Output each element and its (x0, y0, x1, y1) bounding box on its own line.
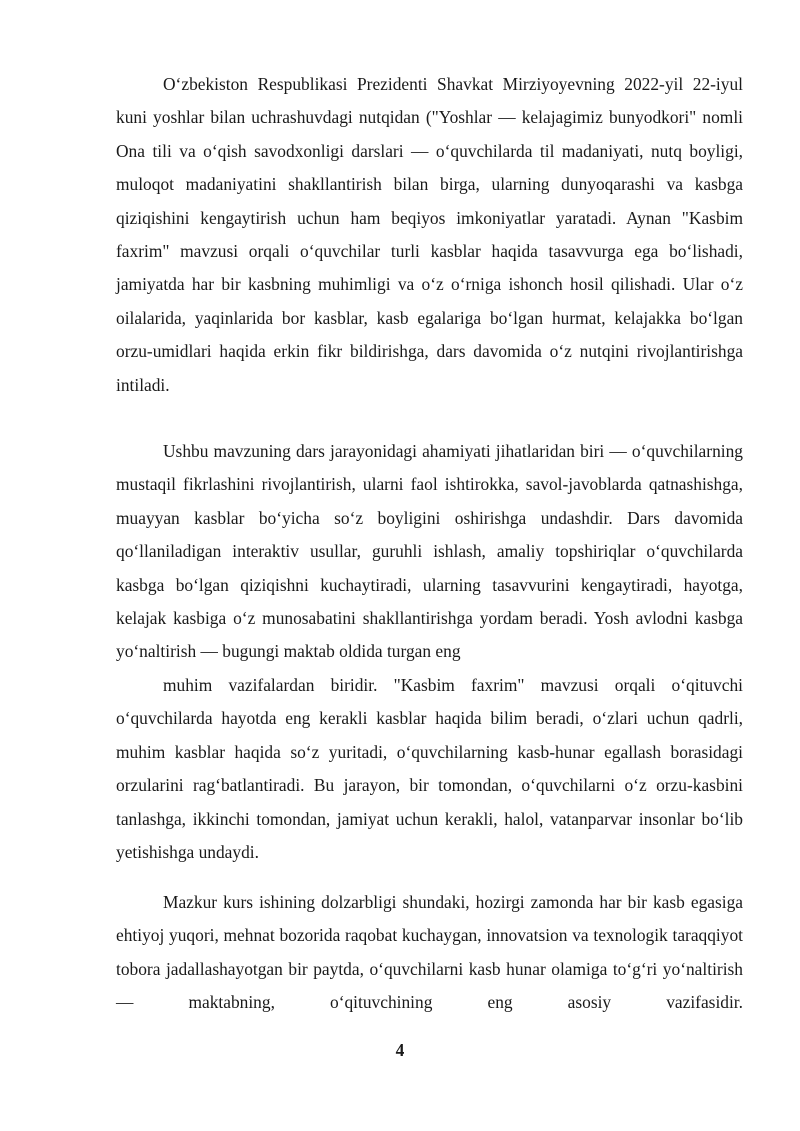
paragraph-2: Ushbu mavzuning dars jarayonidagi ahamiyati jihatlaridan biri — o‘quvchilarning mustaqil fikrlashini rivojlantirish, ularni faol ishtirokka, savol-javoblarda qatnashishga, muayyan kasblar bo‘yicha so‘z boyligini oshirishga undashdir. Dars davomida qo‘llaniladigan interaktiv usullar, guruhli ishlash, amaliy topshiriqlar o‘quvchilarda kasbga bo‘lgan qiziqishni kuchaytiradi, ularning tasavvurini kengaytiradi, hayotga, kelajak kasbiga o‘z munosabatini shakllantirishga yordam beradi. Yosh avlodni kasbga yo‘naltirish — bugungi maktab oldida turgan eng (116, 441, 743, 662)
page-number: 4 (395, 1040, 405, 1060)
paragraph-3: muhim vazifalardan biridir. "Kasbim faxrim" mavzusi orqali o‘qituvchi o‘quvchilarda hayotda eng kerakli kasblar haqida bilim beradi, o‘zlari uchun qadrli, muhim kasblar haqida so‘z yuritadi, o‘quvchilarning kasb-hunar egallash borasidagi orzularini rag‘batlantiradi. Bu jarayon, bir tomondan, o‘quvchilarni o‘z orzu-kasbini tanlashga, ikkinchi tomondan, jamiyat uchun kerakli, halol, vatanparvar insonlar bo‘lib yetishishga undaydi. (116, 675, 743, 863)
paragraph-1: O‘zbekiston Respublikasi Prezidenti Shavkat Mirziyoyevning 2022-yil 22-iyul kuni yoshlar bilan uchrashuvdagi nutqidan ("Yoshlar — kelajagimiz bunyodkori" nomli Ona tili va o‘qish savodxonligi darslari — o‘quvchilarda til madaniyati, nutq boyligi, muloqot madaniyatini shakllantirish bilan birga, ularning dunyoqarashi va kasbga qiziqishini kengaytirish uchun ham beqiyos imkoniyatlar yaratadi. Aynan "Kasbim faxrim" mavzusi orqali o‘quvchilar turli kasblar haqida tasavvurga ega bo‘lishadi, jamiyatda har bir kasbning muhimligi va o‘z o‘rniga ishonch hosil qilishadi. Ular o‘z oilalarida, yaqinlarida bor kasblar, kasb egalariga bo‘lgan hurmat, kelajakka bo‘lgan orzu-umidlari haqida erkin fikr bildirishga, dars davomida o‘z nutqini rivojlantirishga intiladi. (116, 74, 743, 395)
paragraph-4: Mazkur kurs ishining dolzarbligi shundaki, hozirgi zamonda har bir kasb egasiga ehtiyoj yuqori, mehnat bozorida raqobat kuchaygan, innovatsion va texnologik taraqqiyot tobora jadallashayotgan bir paytda, o‘quvchilarni kasb hunar olamiga to‘g‘ri yo‘naltirish — maktabning, o‘qituvchining eng asosiy vazifasidir. (116, 892, 743, 1013)
